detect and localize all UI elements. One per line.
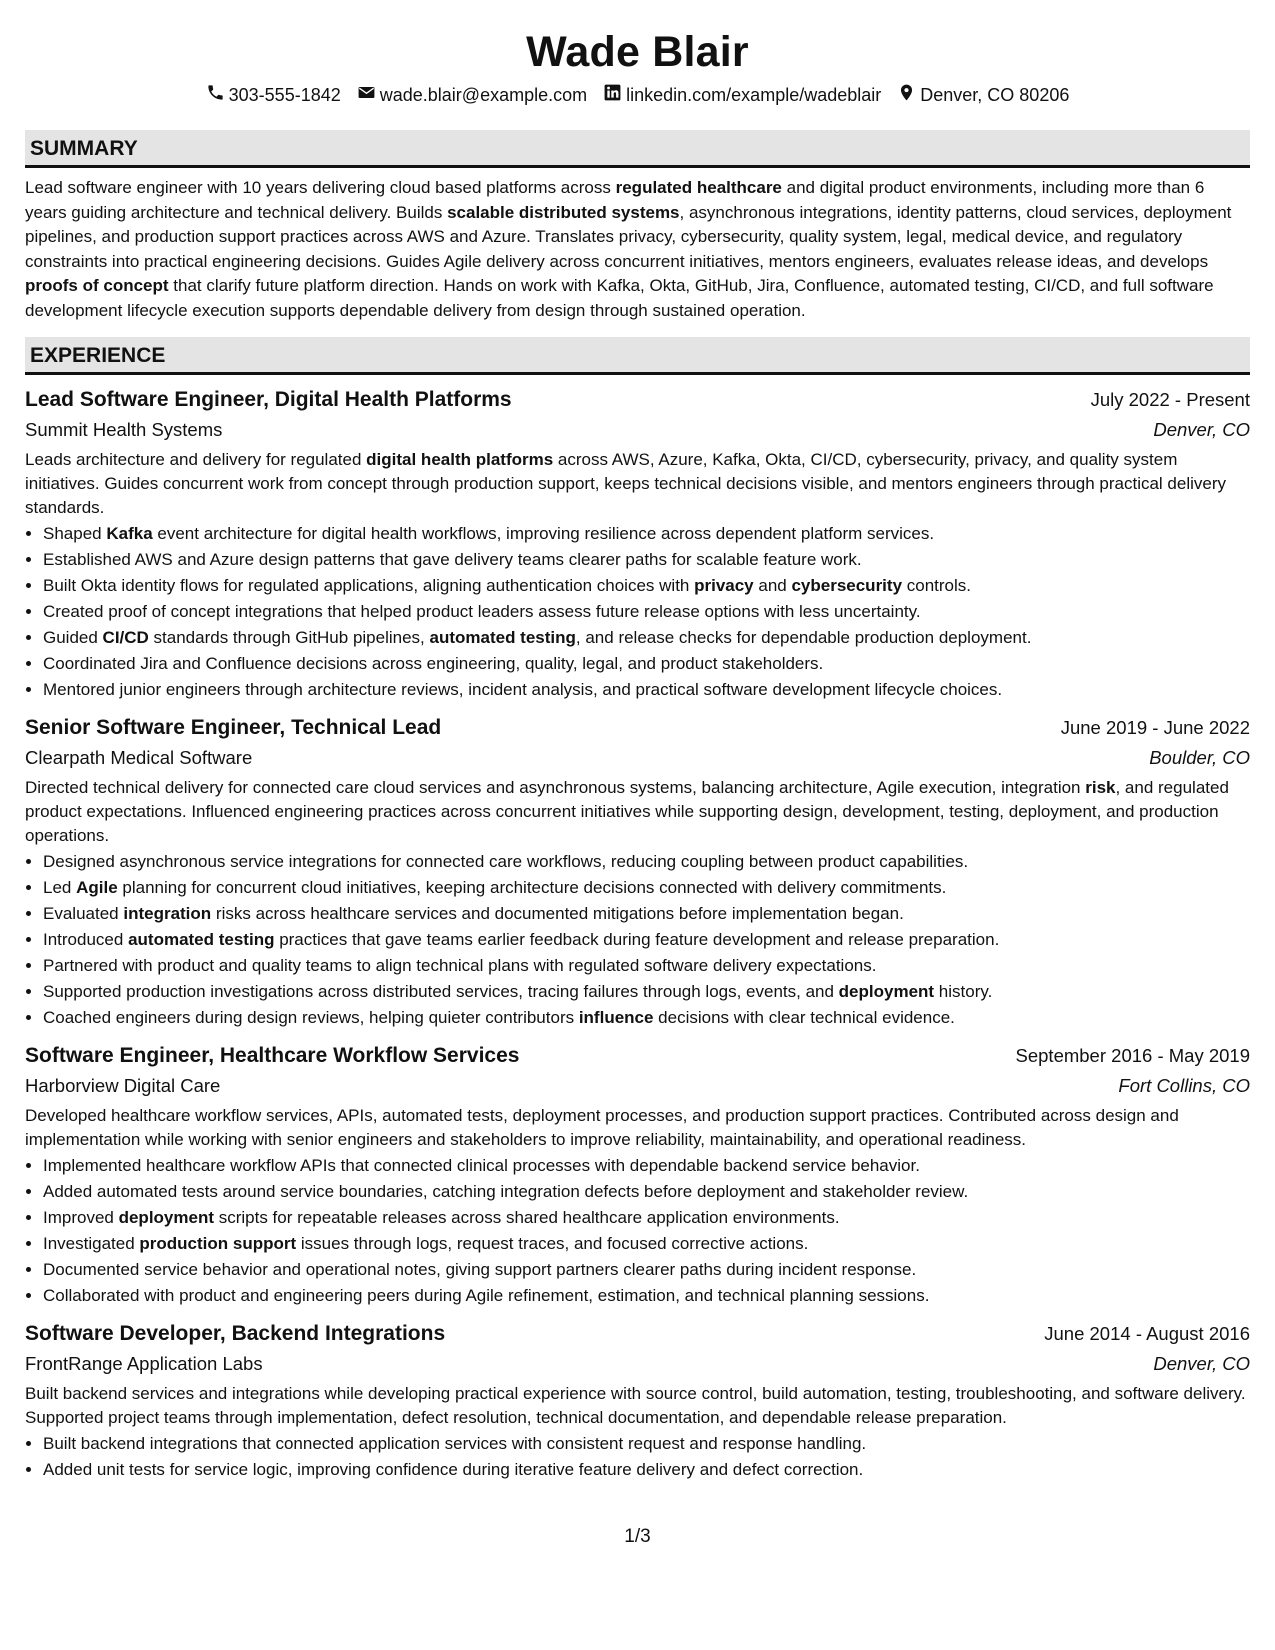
- job-bullet-list: [25, 1431, 1250, 1483]
- contact-phone-text[interactable]: 303-555-1842: [228, 84, 341, 105]
- job-bullet: • Built Okta identity flows for regulated applications, aligning authentication choices with privacy and cybersecurity controls.: [43, 573, 1250, 599]
- job-company-row: [25, 1349, 1250, 1379]
- contact-location-text: Denver, CO 80206: [920, 84, 1070, 105]
- job-company-row: [25, 415, 1250, 445]
- job-bullet: • Improved deployment scripts for repeatable releases across shared healthcare application environments.: [43, 1205, 1250, 1231]
- job-title: Software Developer, Backend Integrations: [25, 1322, 446, 1345]
- job-bullet: • Mentored junior engineers through architecture reviews, incident analysis, and practical software development lifecycle choices.: [43, 677, 1250, 703]
- contact-location: [897, 83, 1069, 107]
- job-bullet: • Documented service behavior and operational notes, giving support partners clearer paths during incident response.: [43, 1257, 1250, 1283]
- job-bullet: • Coordinated Jira and Confluence decisions across engineering, quality, legal, and product stakeholders.: [43, 651, 1250, 677]
- contact-linkedin: [603, 83, 881, 107]
- job-bullet: • Built backend integrations that connected application services with consistent request and response handling.: [43, 1431, 1250, 1457]
- job-title: Software Engineer, Healthcare Workflow Services: [25, 1044, 520, 1067]
- experience-section-header: EXPERIENCE: [25, 337, 1250, 375]
- job-dates: July 2022 - Present: [1090, 389, 1250, 410]
- contact-phone: [206, 83, 341, 107]
- contact-linkedin-text[interactable]: linkedin.com/example/wadeblair: [626, 84, 882, 105]
- job-bullet: • Collaborated with product and engineering peers during Agile refinement, estimation, and technical planning sessions.: [43, 1283, 1250, 1309]
- job-bullet-list: [25, 849, 1250, 1031]
- job-dates: June 2019 - June 2022: [1060, 717, 1250, 738]
- job-company: Clearpath Medical Software: [25, 747, 253, 768]
- job-entry: [25, 385, 1250, 703]
- summary-section-header: SUMMARY: [25, 130, 1250, 168]
- contact-email: [357, 83, 587, 107]
- job-bullet: • Shaped Kafka event architecture for digital health workflows, improving resilience across dependent platform services.: [43, 521, 1250, 547]
- job-company: Harborview Digital Care: [25, 1075, 221, 1096]
- job-location: Denver, CO: [1153, 1353, 1250, 1374]
- job-company: FrontRange Application Labs: [25, 1353, 263, 1374]
- job-bullet: • Implemented healthcare workflow APIs that connected clinical processes with dependable backend service behavior.: [43, 1153, 1250, 1179]
- job-bullet: • Supported production investigations across distributed services, tracing failures through logs, events, and deployment history.: [43, 979, 1250, 1005]
- job-company-row: [25, 743, 1250, 773]
- job-bullet: • Guided CI/CD standards through GitHub pipelines, automated testing, and release checks for dependable production deployment.: [43, 625, 1250, 651]
- job-bullet-list: [25, 521, 1250, 703]
- job-bullet: • Partnered with product and quality teams to align technical plans with regulated software delivery expectations.: [43, 953, 1250, 979]
- job-bullet: • Led Agile planning for concurrent cloud initiatives, keeping architecture decisions connected with delivery commitments.: [43, 875, 1250, 901]
- job-company: Summit Health Systems: [25, 419, 223, 440]
- job-entry: [25, 1319, 1250, 1483]
- resume-page: [25, 20, 1250, 1483]
- job-description: Built backend services and integrations while developing practical experience with source control, build automation, testing, troubleshooting, and software delivery. Supported project teams through implementation, defect resolution, technical documentation, and dependable release preparation.: [25, 1384, 1246, 1427]
- job-title-row: [25, 1319, 1250, 1349]
- linkedin-icon: [603, 83, 622, 107]
- contact-bar: [25, 82, 1250, 108]
- job-location: Fort Collins, CO: [1118, 1075, 1250, 1096]
- job-bullet: • Coached engineers during design reviews, helping quieter contributors influence decisions with clear technical evidence.: [43, 1005, 1250, 1031]
- job-description: Leads architecture and delivery for regulated digital health platforms across AWS, Azure, Kafka, Okta, CI/CD, cybersecurity, privacy, and quality system initiatives. Guides concurrent work from concept through production support, keeps technical decisions visible, and mentors engineers through practical delivery standards.: [25, 450, 1227, 517]
- job-bullet: • Created proof of concept integrations that helped product leaders assess future release options with less uncertainty.: [43, 599, 1250, 625]
- job-description: Developed healthcare workflow services, APIs, automated tests, deployment processes, and production support practices. Contributed across design and implementation while working with senior engineers and stakeholders to improve reliability, maintainability, and operational readiness.: [25, 1106, 1179, 1149]
- job-bullet: • Introduced automated testing practices that gave teams earlier feedback during feature development and release preparation.: [43, 927, 1250, 953]
- job-entry: [25, 713, 1250, 1031]
- job-bullet: • Evaluated integration risks across healthcare services and documented mitigations before implementation began.: [43, 901, 1250, 927]
- candidate-name: Wade Blair: [526, 28, 749, 76]
- job-bullet: • Investigated production support issues through logs, request traces, and focused corrective actions.: [43, 1231, 1250, 1257]
- job-title: Lead Software Engineer, Digital Health Platforms: [25, 388, 512, 411]
- job-title-row: [25, 1041, 1250, 1071]
- job-dates: June 2014 - August 2016: [1044, 1323, 1250, 1344]
- job-bullet: • Added unit tests for service logic, improving confidence during iterative feature delivery and defect correction.: [43, 1457, 1250, 1483]
- contact-email-text[interactable]: wade.blair@example.com: [379, 84, 588, 105]
- job-dates: September 2016 - May 2019: [1015, 1045, 1250, 1066]
- job-bullet: • Added automated tests around service boundaries, catching integration defects before deployment and stakeholder review.: [43, 1179, 1250, 1205]
- job-location: Boulder, CO: [1149, 747, 1250, 768]
- page-number: 1/3: [624, 1526, 651, 1547]
- job-bullet-list: [25, 1153, 1250, 1309]
- envelope-icon: [357, 83, 376, 107]
- job-title: Senior Software Engineer, Technical Lead: [25, 716, 442, 739]
- job-title-row: [25, 385, 1250, 415]
- map-pin-icon: [897, 83, 916, 107]
- phone-icon: [206, 83, 225, 107]
- job-bullet: • Designed asynchronous service integrations for connected care workflows, reducing coupling between product capabilities.: [43, 849, 1250, 875]
- job-description: Directed technical delivery for connected care cloud services and asynchronous systems, balancing architecture, Agile execution, integration risk, and regulated product expectations. Influenced engineering practices across concurrent initiatives while supporting design, development, testing, deployment, and production operations.: [25, 778, 1229, 845]
- job-bullet: • Established AWS and Azure design patterns that gave delivery teams clearer paths for scalable feature work.: [43, 547, 1250, 573]
- summary-text: Lead software engineer with 10 years delivering cloud based platforms across regulated healthcare and digital product environments, including more than 6 years guiding architecture and technical delivery. Builds scalable distributed systems, asynchronous integrations, identity patterns, cloud services, deployment pipelines, and production support practices across AWS and Azure. Translates privacy, cybersecurity, quality system, legal, medical device, and regulatory constraints into practical engineering decisions. Guides Agile delivery across concurrent initiatives, mentors engineers, evaluates release ideas, and develops proofs of concept that clarify future platform direction. Hands on work with Kafka, Okta, GitHub, Jira, Confluence, automated testing, CI/CD, and full software development lifecycle execution supports dependable delivery from design through sustained operation.: [25, 178, 1232, 320]
- job-location: Denver, CO: [1153, 419, 1250, 440]
- job-title-row: [25, 713, 1250, 743]
- experience-list: [25, 385, 1250, 1483]
- job-entry: [25, 1041, 1250, 1309]
- job-company-row: [25, 1071, 1250, 1101]
